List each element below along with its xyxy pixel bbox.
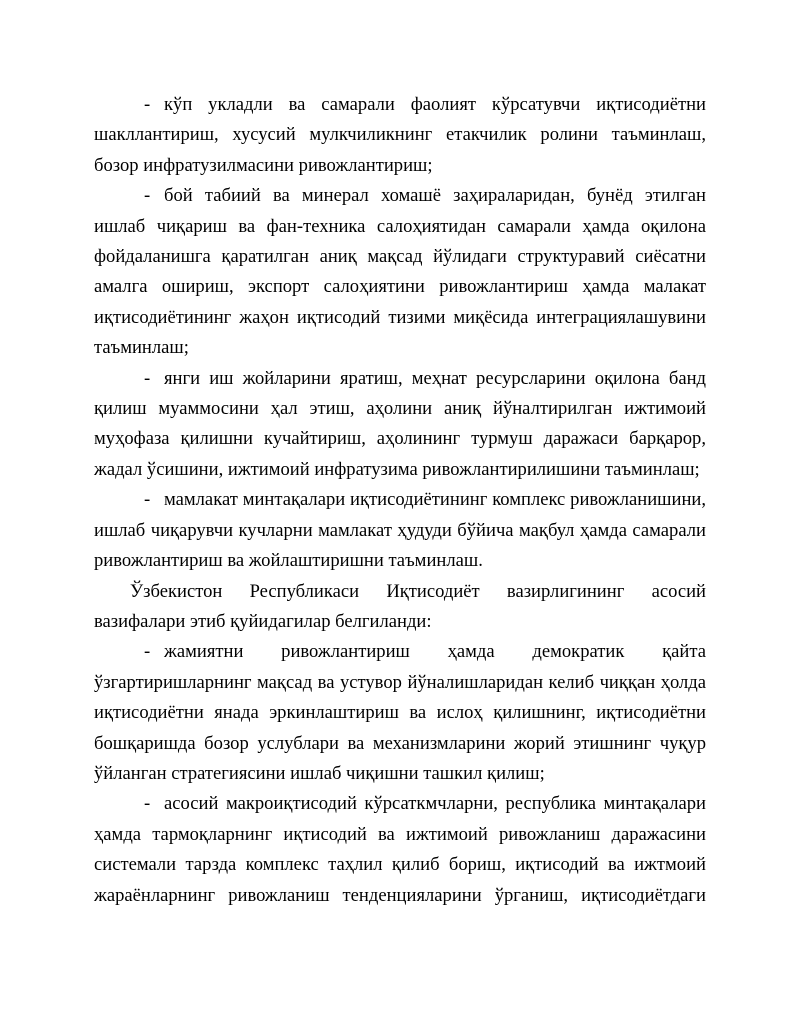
intro-paragraph: Ўзбекистон Республикаси Иқтисодиёт вазирлигининг асосий вазифалари этиб қуйидагилар белгиланди: — [94, 580, 706, 632]
list-item — [94, 364, 706, 486]
task-item — [94, 637, 706, 789]
list-dash: - — [144, 641, 151, 663]
list-dash: - — [144, 793, 151, 815]
list-item-text: янги иш жойларини яратиш, меҳнат ресурсларини оқилона банд қилиш муаммосини ҳал этиш, аҳолини аниқ йўналтирилган ижтимоий муҳофаза қилишни кучайтириш, аҳолининг турмуш даражаси барқарор, жадал ўсишини, ижтимоий инфратузима ривожлантирилишини таъминлаш; — [94, 367, 706, 480]
list-item — [94, 485, 706, 576]
list-item-text: мамлакат минтақалари иқтисодиётининг комплекс ривожланишини, ишлаб чиқарувчи кучларни мамлакат ҳудуди бўйича мақбул ҳамда самарали ривожлантириш ва жойлаштиришни таъминлаш. — [94, 489, 706, 572]
list-dash: - — [144, 489, 151, 511]
list-item-text: бой табиий ва минерал хомашё заҳираларидан, бунёд этилган ишлаб чиқариш ва фан-техника салоҳиятидан самарали ҳамда оқилона фойдаланишга қаратилган аниқ мақсад йўлидаги структуравий сиёсатни амалга ошириш, экспорт салоҳиятини ривожлантириш ҳамда малакат иқтисодиётининг жаҳон иқтисодий тизими миқёсида интеграциялашувини таъминлаш; — [94, 185, 706, 359]
list-dash: - — [144, 367, 151, 389]
document-page — [94, 90, 706, 911]
list-item-text: кўп укладли ва самарали фаолият кўрсатувчи иқтисодиётни шакллантириш, хусусий мулкчиликнинг етакчилик ролини таъминлаш, бозор инфратузилмасини ривожлантириш; — [94, 94, 706, 176]
task-item — [94, 789, 706, 911]
list-item — [94, 181, 706, 363]
list-item — [94, 90, 706, 181]
task-item-text: жамиятни ривожлантириш ҳамда демократик қайта ўзгартиришларнинг мақсад ва устувор йўналишларидан келиб чиққан ҳолда иқтисодиётни янада эркинлаштириш ва ислоҳ қилишнинг, иқтисодиётни бошқаришда бозор услублари ва механизмларини жорий этишнинг чуқур ўйланган стратегиясини ишлаб чиқишни ташкил қилиш; — [94, 641, 706, 784]
list-dash: - — [144, 94, 151, 115]
list-dash: - — [144, 185, 151, 207]
task-item-text: асосий макроиқтисодий кўрсаткмчларни, республика минтақалари ҳамда тармоқларнинг иқтисодий ва ижтимоий ривожланиш даражасини системали тарзда комплекс таҳлил қилиб бориш, иқтисодий ва ижтмоий жараёнларнинг ривожланиш тенденцияларини ўрганиш, иқтисодиётдаги — [94, 793, 706, 906]
